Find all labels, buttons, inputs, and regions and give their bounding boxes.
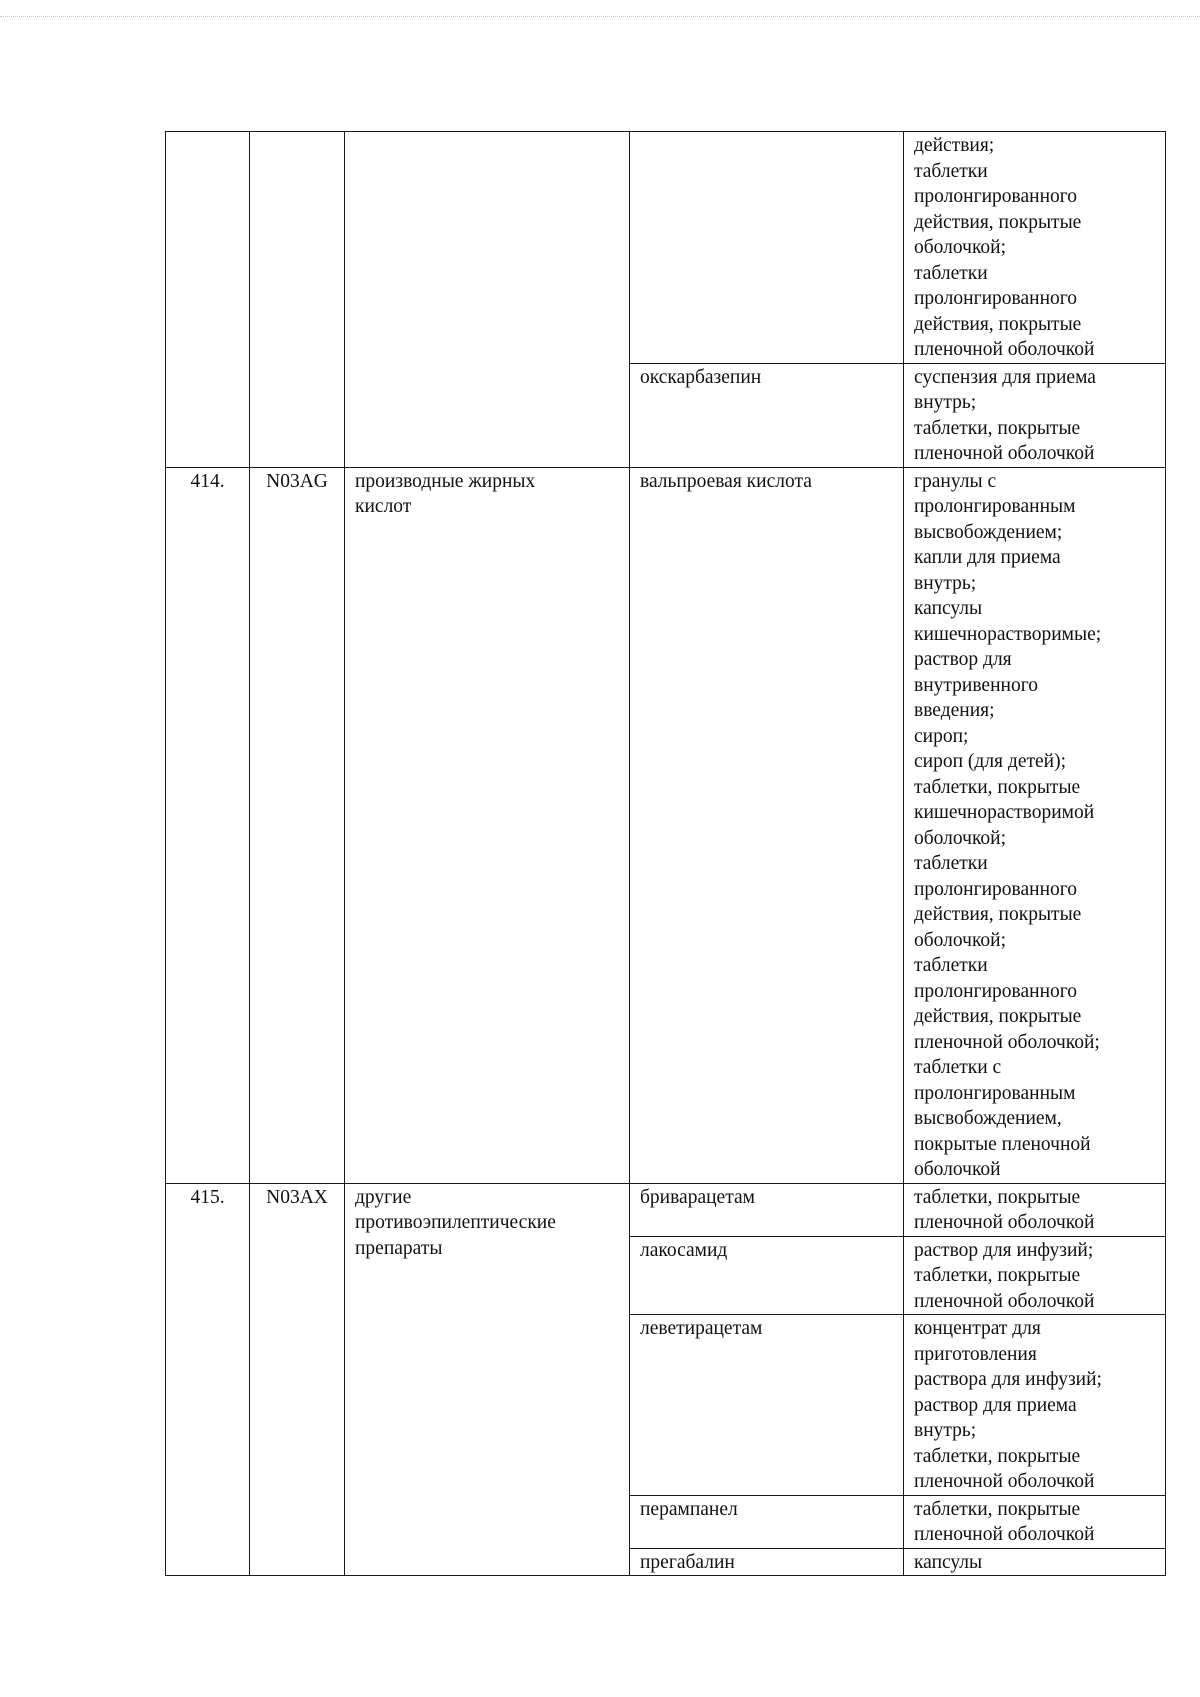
atc-code-cell: N03AX xyxy=(250,1183,345,1576)
scan-edge-line xyxy=(0,16,1200,17)
table-row xyxy=(166,132,1166,364)
dosage-form-cell: раствор для инфузий; таблетки, покрытые пленочной оболочкой xyxy=(904,1236,1166,1315)
row-number-cell: 414. xyxy=(166,467,250,1183)
row-number-cell xyxy=(166,132,250,468)
dosage-form-cell: концентрат для приготовления раствора для инфузий; раствор для приема внутрь; таблетки, покрытые пленочной оболочкой xyxy=(904,1315,1166,1496)
dosage-form-cell: действия; таблетки пролонгированного действия, покрытые оболочкой; таблетки пролонгированного действия, покрытые пленочной оболочкой xyxy=(904,132,1166,364)
drug-list-table xyxy=(165,131,1166,1576)
drug-name-cell: вальпроевая кислота xyxy=(630,467,904,1183)
dosage-form-cell: гранулы с пролонгированным высвобождением; капли для приема внутрь; капсулы кишечнорастворимые; раствор для внутривенного введения; сироп; сироп (для детей); таблетки, покрытые кишечнорастворимой оболочкой; таблетки пролонгированного действия, покрытые оболочкой; таблетки пролонгированного действия, покрытые пленочной оболочкой; таблетки с пролонгированным высвобождением, покрытые пленочной оболочкой xyxy=(904,467,1166,1183)
drug-name-cell: леветирацетам xyxy=(630,1315,904,1496)
dosage-form-cell: капсулы xyxy=(904,1548,1166,1576)
anatomical-group-cell xyxy=(345,132,630,468)
drug-name-cell xyxy=(630,132,904,364)
drug-name-cell: прегабалин xyxy=(630,1548,904,1576)
dosage-form-cell: таблетки, покрытые пленочной оболочкой xyxy=(904,1495,1166,1548)
row-number-cell: 415. xyxy=(166,1183,250,1576)
atc-code-cell xyxy=(250,132,345,468)
drug-name-cell: перампанел xyxy=(630,1495,904,1548)
anatomical-group-cell: другие противоэпилептические препараты xyxy=(345,1183,630,1576)
dosage-form-cell: таблетки, покрытые пленочной оболочкой xyxy=(904,1183,1166,1236)
table-row xyxy=(166,1183,1166,1236)
drug-name-cell: окскарбазепин xyxy=(630,363,904,467)
anatomical-group-cell: производные жирных кислот xyxy=(345,467,630,1183)
atc-code-cell: N03AG xyxy=(250,467,345,1183)
drug-name-cell: бриварацетам xyxy=(630,1183,904,1236)
table-row xyxy=(166,467,1166,1183)
dosage-form-cell: суспензия для приема внутрь; таблетки, покрытые пленочной оболочкой xyxy=(904,363,1166,467)
drug-name-cell: лакосамид xyxy=(630,1236,904,1315)
